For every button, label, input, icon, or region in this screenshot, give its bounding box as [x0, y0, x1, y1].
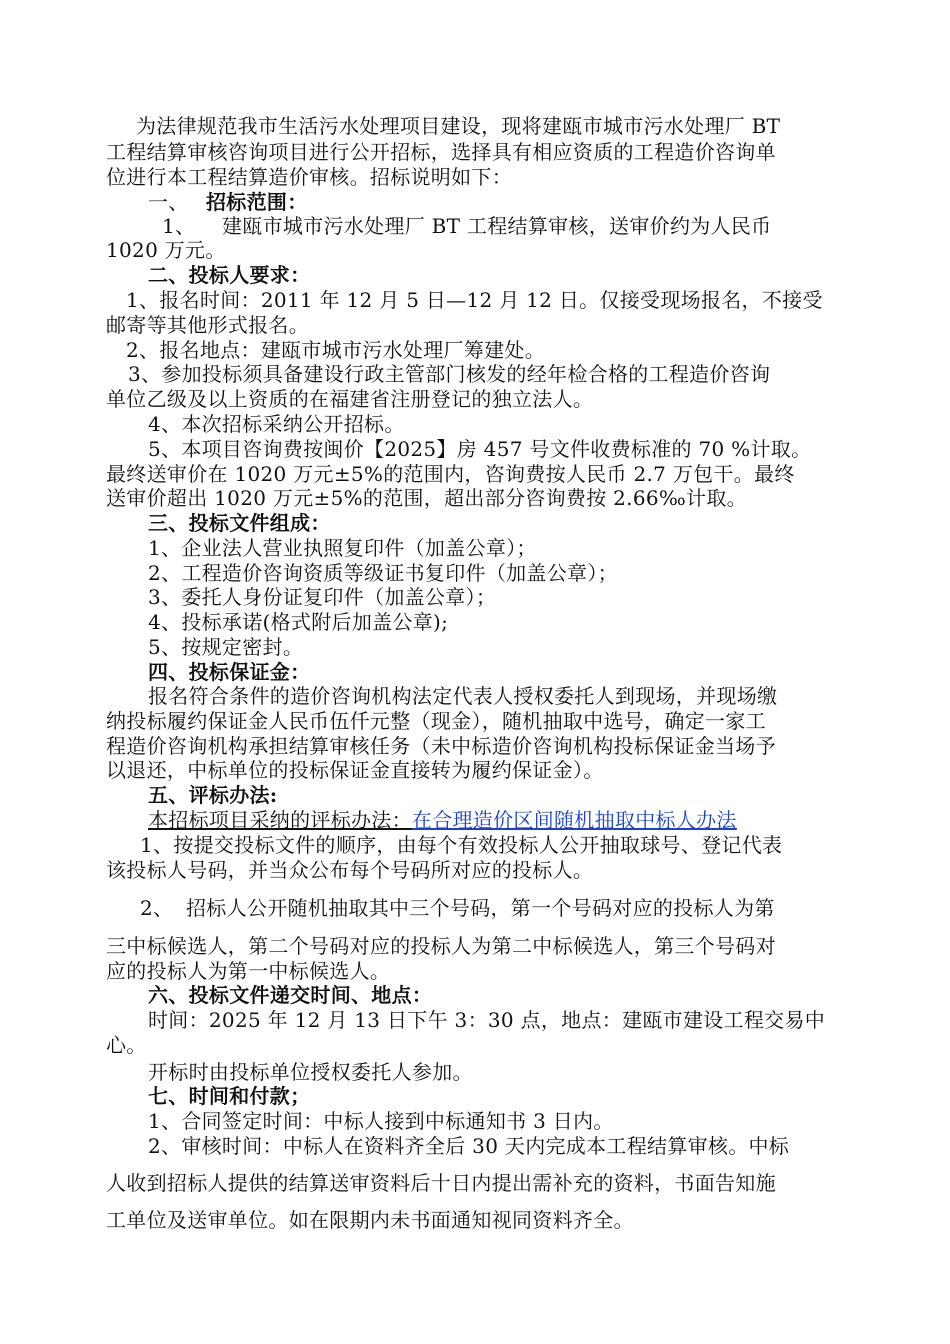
section-6-line-1: 时间：2025 年 12 月 13 日下午 3：30 点，地点：建瓯市建设工程交易中 — [148, 1008, 826, 1032]
section-4-heading: 四、投标保证金： — [148, 660, 311, 684]
section-1-item-1-text: 建瓯市城市污水处理厂 BT 工程结算审核，送审价约为人民币 — [222, 214, 772, 238]
section-3-line-2: 2、工程造价咨询资质等级证书复印件（加盖公章）； — [148, 561, 618, 585]
section-3-heading: 三、投标文件组成： — [148, 511, 331, 535]
section-7-heading: 七、时间和付款； — [148, 1084, 311, 1108]
section-1-heading: 招标范围： — [206, 190, 308, 214]
section-5-heading: 五、评标办法: — [148, 783, 278, 807]
section-5-item-2-line-2: 应的投标人为第一中标候选人。 — [106, 959, 391, 983]
section-5-item-2-line-1: 三中标候选人，第二个号码对应的投标人为第二中标候选人，第三个号码对 — [106, 934, 776, 958]
section-2-line-3: 2、报名地点：建瓯市城市污水处理厂筹建处。 — [126, 338, 546, 362]
section-2-line-9: 送审价超出 1020 万元±5%的范围，超出部分咨询费按 2.66‰计取。 — [106, 486, 747, 510]
section-4-line-3: 程造价咨询机构承担结算审核任务（未中标造价咨询机构投标保证金当场予 — [106, 734, 776, 758]
section-6-line-3: 开标时由投标单位授权委托人参加。 — [148, 1060, 473, 1084]
section-2-line-5: 单位乙级及以上资质的在福建省注册登记的独立法人。 — [106, 387, 594, 411]
evaluation-method-label: 本招标项目采纳的评标办法： — [148, 808, 412, 832]
section-1-item-1-number: 1、 — [162, 214, 196, 238]
intro-line-1: 为法律规范我市生活污水处理项目建设，现将建瓯市城市污水处理厂 BT — [136, 114, 781, 138]
section-3-line-3: 3、委托人身份证复印件（加盖公章）； — [148, 585, 497, 609]
section-7-line-1: 1、合同签定时间：中标人接到中标通知书 3 日内。 — [148, 1109, 614, 1133]
intro-line-2: 工程结算审核咨询项目进行公开招标，选择具有相应资质的工程造价咨询单 — [106, 140, 776, 164]
intro-line-3: 位进行本工程结算造价审核。招标说明如下： — [106, 165, 512, 189]
section-5-line-1: 1、按提交投标文件的顺序，由每个有效投标人公开抽取球号、登记代表 — [140, 833, 783, 857]
section-2-line-7: 5、本项目咨询费按闽价【2025】房 457 号文件收费标准的 70 %计取。 — [148, 437, 812, 461]
section-2-line-1: 1、报名时间：2011 年 12 月 5 日—12 月 12 日。仅接受现场报名，不接受 — [126, 288, 823, 312]
section-5-item-2-number: 2、 — [140, 896, 174, 920]
section-7-line-2: 2、审核时间：中标人在资料齐全后 30 天内完成本工程结算审核。中标 — [148, 1134, 790, 1158]
section-3-line-1: 1、企业法人营业执照复印件（加盖公章）； — [148, 536, 537, 560]
section-2-heading: 二、投标人要求： — [148, 263, 311, 287]
section-7-line-3: 人收到招标人提供的结算送审资料后十日内提出需补充的资料，书面告知施 — [106, 1171, 776, 1195]
section-5-item-2-text: 招标人公开随机抽取其中三个号码，第一个号码对应的投标人为第 — [186, 896, 775, 920]
section-2-line-8: 最终送审价在 1020 万元±5%的范围内，咨询费按人民币 2.7 万包干。最终 — [106, 462, 795, 486]
section-3-line-4: 4、投标承诺(格式附后加盖公章); — [148, 610, 449, 634]
section-1-number: 一、 — [148, 190, 189, 214]
section-5-line-2: 该投标人号码，并当众公布每个号码所对应的投标人。 — [106, 858, 594, 882]
section-2-line-4: 3、参加投标须具备建设行政主管部门核发的经年检合格的工程造价咨询 — [128, 362, 771, 386]
section-7-line-4: 工单位及送审单位。如在限期内未书面通知视同资料齐全。 — [106, 1208, 634, 1232]
section-3-line-5: 5、按规定密封。 — [148, 635, 304, 659]
section-1-item-1-cont: 1020 万元。 — [106, 238, 226, 262]
section-4-line-4: 以退还，中标单位的投标保证金直接转为履约保证金）。 — [106, 758, 604, 782]
section-4-line-2: 纳投标履约保证金人民币伍仟元整（现金），随机抽取中选号，确定一家工 — [106, 709, 766, 733]
evaluation-method-line — [148, 808, 737, 832]
evaluation-method-link[interactable]: 在合理造价区间随机抽取中标人办法 — [411, 808, 737, 832]
section-4-line-1: 报名符合条件的造价咨询机构法定代表人授权委托人到现场，并现场缴 — [148, 684, 778, 708]
section-6-line-2: 心。 — [106, 1033, 147, 1057]
section-6-heading: 六、投标文件递交时间、地点： — [148, 983, 433, 1007]
section-2-line-2: 邮寄等其他形式报名。 — [106, 313, 309, 337]
section-2-line-6: 4、本次招标采纳公开招标。 — [148, 412, 405, 436]
